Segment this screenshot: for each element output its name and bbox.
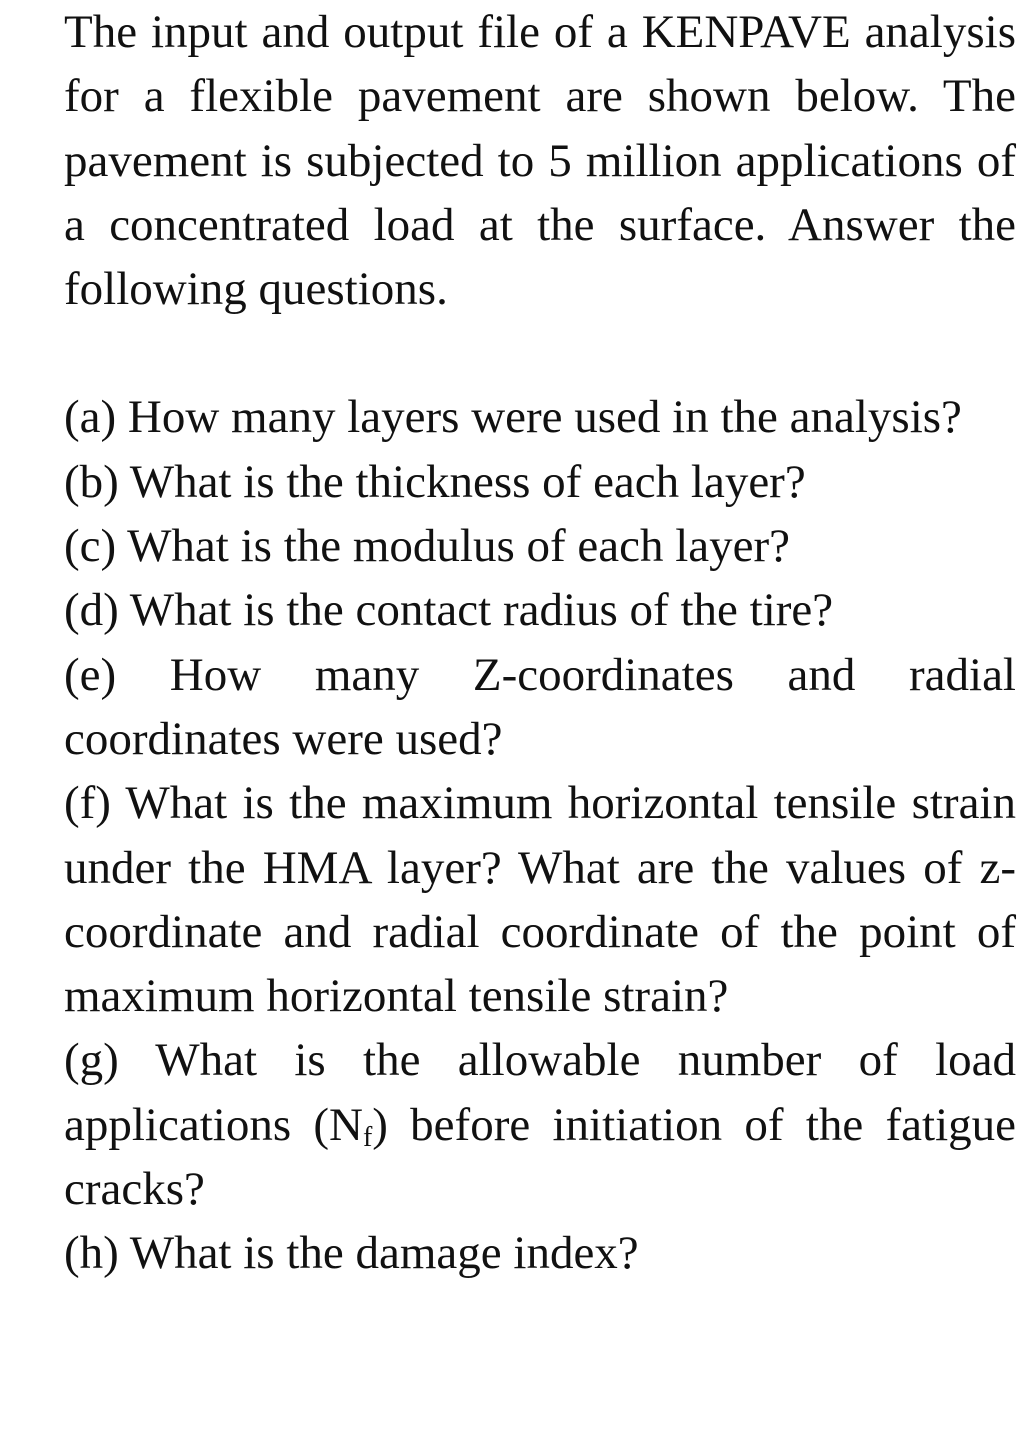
question-a: (a) How many layers were used in the analysis? (64, 391, 962, 444)
question-h: (h) What is the damage index? (64, 1227, 639, 1280)
question-e: (e) How many Z-coordinates and radial coordinates were used? (64, 648, 1016, 765)
question-f: (f) What is the maximum horizontal tensile strain under the HMA layer? What are the values of z-coordinate and radial coordinate of the point of maximum horizontal tensile strain? (64, 777, 1016, 1023)
question-b: (b) What is the thickness of each layer? (64, 455, 806, 508)
intro-paragraph: The input and output file of a KENPAVE analysis for a flexible pavement are shown below. The pavement is subjected to 5 million applications of a concentrated load at the surface. Answer the following questions. (64, 6, 1016, 316)
question-list (64, 385, 1016, 1285)
question-g-subscript: f (362, 1121, 373, 1153)
question-c: (c) What is the modulus of each layer? (64, 520, 791, 573)
question-g (64, 1028, 1016, 1221)
document (64, 0, 1016, 1286)
question-d: (d) What is the contact radius of the tire? (64, 584, 834, 637)
question-g-text-start: (g) What is the allowable number of load applications (N (64, 1034, 1016, 1151)
question-g-text-end: ) before initiation of the fatigue cracks? (64, 1098, 1016, 1216)
